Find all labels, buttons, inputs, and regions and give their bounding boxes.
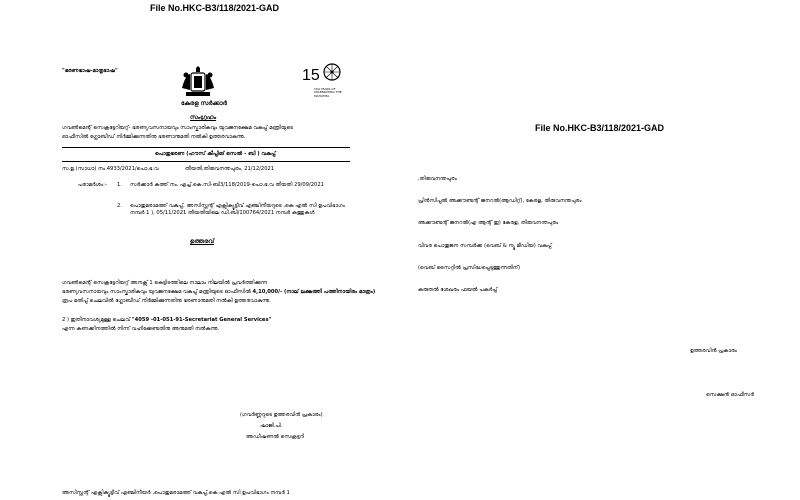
recipient-3: അക്കൗണ്ടന്റ് ജനറൽ(എ ആന്റ് ഇ) കേരള, തിരുവനന്തപുരം	[418, 220, 559, 226]
abstract-label: സംഗ്രഹം	[190, 114, 217, 121]
para1-text: ഭരണ്യവസനായവും സാംസ്കാരികവും യുവജനക്ഷേമ വകുപ്പ് മന്ത്രിയുടെ ഓഫീസിൽ	[62, 289, 251, 295]
by-order: ഉത്തരവിൻ പ്രകാരം	[690, 348, 737, 354]
subject-line-1: ഗവൺമെന്റ് സെക്രട്ടേറിയറ്റ്- ഭരണ്യവസനായവും സാംസ്കാരികവും യുവജനക്ഷേമ വകുപ്പ് മന്ത്രിയുടെ	[62, 125, 294, 131]
para1-line-3: രൂപ മതിപ്പ് ചെലവിൽ ഗ്ലോബീഡ് നിർമ്മിക്കുന്നതിനു ഭരണാനുമതി നൽകി ഉത്തരവാകുന്നു.	[62, 298, 271, 304]
anniversary-label: 150 YEARS OF CELEBRATING THE MAHATMA	[314, 87, 342, 98]
recipient-5: (വെബ് സൈറ്റിൽ പ്രസിദ്ധപ്പെടുത്തുന്നതിന്)	[418, 265, 521, 271]
recipient-4: വിവര പൊതുജന സമ്പർക്ക (വെബ് & ന്യൂ മീഡിയ) വകുപ്പ്	[418, 243, 552, 249]
divider-bottom	[62, 161, 350, 162]
order-date: തീയതി,തിരുവനന്തപുരം, 21/12/2021	[185, 166, 275, 172]
reference-2-number: 2.	[117, 203, 122, 209]
para2-text: 2 ) ഇതിനാവശ്യമുള്ള ചെലവ്	[62, 317, 131, 323]
recipient-1: ,തിരുവനന്തപുരം	[418, 176, 457, 182]
para2-line-2: എന്ന കണക്കിനത്തിൽ നിന്ന് വഹിക്കേണ്ടതിനു അനുമതി നൽകുന്നു.	[62, 326, 220, 332]
addressee-line: അസിസ്റ്റന്റ് എക്സിക്യൂട്ടീവ് എഞ്ചിനീയർ ,പൊതുമരാമത്ത് വകുപ്പ്,കെ എൽ സി ഉപവിഭാഗം നമ്പർ 1	[62, 490, 290, 496]
signatory-name: ഷാജി.പി.	[260, 423, 283, 429]
gandhi-150-logo	[300, 60, 348, 98]
government-title: കേരള സർക്കാർ	[181, 100, 227, 107]
recipient-6: കരുതൽ ശേഖരം ഫയൽ പകർപ്പ്	[418, 287, 498, 293]
reference-1-number: 1.	[117, 182, 122, 188]
sanctioned-amount: 4,10,000/- (നാല് ലക്ഷത്തി പത്തിനായിരം മാത്രം)	[252, 289, 376, 295]
order-heading: ഉത്തരവ്	[190, 238, 215, 245]
department-line: പൊതുഭരണ (ഹൗസ് കീപ്പിങ് സെൽ - ബി ) വകുപ്പ്	[155, 151, 276, 157]
motto: "ഭരണഭാഷ-മാതൃഭാഷ"	[62, 68, 118, 74]
budget-head: "4059 -01-051-91-Secretariat General Services"	[131, 317, 272, 323]
anniversary-emblem-icon	[300, 60, 348, 84]
para2-line-1	[62, 317, 271, 324]
references-label: പരാമർശം:-	[78, 182, 107, 188]
reference-1-text: സർക്കാർ കത്ത് നം. എച്ച്.കെ.സി-ബി3/118/2019-പൊ.ഭ.വ തീയതി 29/09/2021	[130, 182, 324, 188]
para1-line-1: ഗവൺമെന്റ് സെക്രട്ടേറിയറ്റ് അനക്സ് 1 കെട്ടിടത്തിലെ നാലാം നിലയിൽ പ്രവർത്തിക്കുന്ന	[62, 280, 268, 286]
top-file-number: File No.HKC-B3/118/2021-GAD	[150, 3, 280, 13]
divider-top	[62, 147, 350, 148]
svg-text:15: 15	[302, 67, 320, 84]
recipient-2: പ്രിൻസിപ്പൽ അക്കൗണ്ടന്റ് ജനറൽ(ആഡിറ്റ്), കേരള, തിരുവനന്തപുരം	[418, 198, 582, 204]
reference-2-text: പൊതുമരാമത്ത് വകുപ്പ്, അസിസ്റ്റന്റ് എക്സിക്യൂട്ടീവ് എഞ്ചിനീയറുടെ ,കെ എൽ സി ഉപവിഭാഗം നമ്പർ 1 ), 05/11/2021 തീയതിയിലെ ഡി.ബി/100764/2021 നമ്പർ കത്തുകൾ	[130, 203, 345, 216]
order-number: സ.ഉ.(സാധാ) നം.4933/2021/പൊ.ഭ.വ	[62, 166, 159, 172]
subject-line-2: ഓഫീസിൽ ഗ്ലോബീഡ് നിർമ്മിക്കുന്നതിനു ഭരണാനുമതി നൽകി ഉത്തരവാകുന്നു.	[62, 134, 246, 140]
kerala-emblem-icon	[178, 66, 218, 100]
para1-line-2	[62, 289, 375, 296]
signatory-title: അഡീഷണൽ സെക്രട്ടറി	[246, 434, 305, 440]
right-file-number: File No.HKC-B3/118/2021-GAD	[535, 123, 665, 133]
section-officer: സെക്ഷൻ ഓഫീസർ	[706, 392, 755, 398]
signature-order: (ഗവർണ്ണറുടെ ഉത്തരവിൻ പ്രകാരം)	[240, 412, 323, 418]
